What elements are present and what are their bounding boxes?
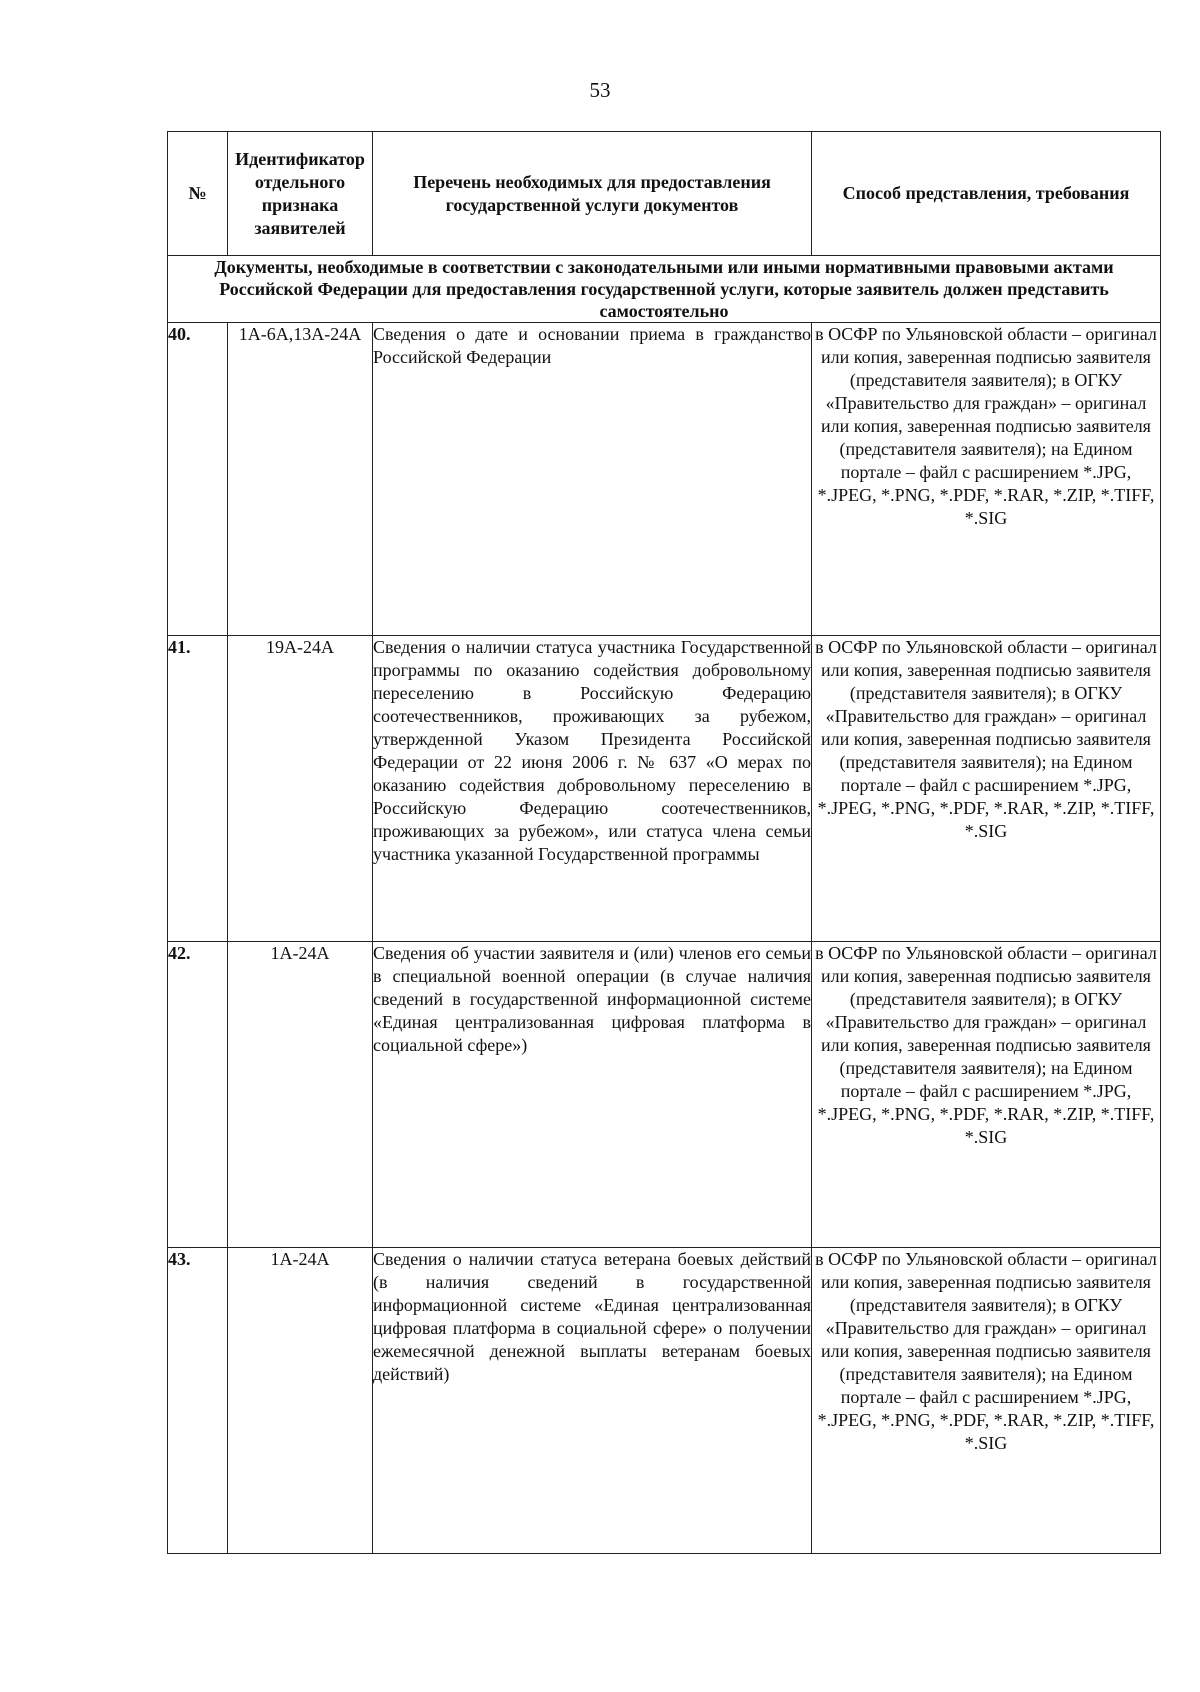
table-header-row [168,132,1161,256]
table-row [168,1248,1161,1554]
table-row [168,636,1161,942]
row-identifier: 1А-24А [228,942,373,1248]
row-documents: Сведения о дате и основании приема в гражданство Российской Федерации [373,323,812,636]
row-method: в ОСФР по Ульяновской области – оригинал или копия, заверенная подписью заявителя (представителя заявителя); в ОГКУ «Правительство для граждан» – оригинал или копия, заверенная подписью заявителя (представителя заявителя); на Едином портале – файл с расширением *.JPG, *.JPEG, *.PNG, *.PDF, *.RAR, *.ZIP, *.TIFF, *.SIG [812,942,1161,1248]
header-identifier: Идентификатор отдельного признака заявителей [228,132,373,256]
page-number: 53 [589,78,611,102]
section-row [168,256,1161,323]
header-documents: Перечень необходимых для предоставления государственной услуги документов [373,132,812,256]
row-identifier: 1А-6А,13А-24А [228,323,373,636]
section-title: Документы, необходимые в соответствии с законодательными или иными нормативными правовыми актами Российской Федерации для предоставления государственной услуги, которые заявитель должен представить самостоятельно [168,256,1161,323]
row-documents: Сведения о наличии статуса участника Государственной программы по оказанию содействия добровольному переселению в Российскую Федерацию соотечественников, проживающих за рубежом, утвержденной Указом Президента Российской Федерации от 22 июня 2006 г. № 637 «О мерах по оказанию содействия добровольному переселению в Российскую Федерацию соотечественников, проживающих за рубежом», или статуса члена семьи участника указанной Государственной программы [373,636,812,942]
row-num: 42. [168,942,228,1248]
row-num: 43. [168,1248,228,1554]
row-num: 40. [168,323,228,636]
documents-table [167,131,1161,1554]
row-identifier: 1А-24А [228,1248,373,1554]
row-identifier: 19А-24А [228,636,373,942]
header-num: № [168,132,228,256]
table-row [168,323,1161,636]
row-documents: Сведения об участии заявителя и (или) членов его семьи в специальной военной операции (в случае наличия сведений в государственной информационной системе «Единая централизованная цифровая платформа в социальной сфере») [373,942,812,1248]
row-method: в ОСФР по Ульяновской области – оригинал или копия, заверенная подписью заявителя (представителя заявителя); в ОГКУ «Правительство для граждан» – оригинал или копия, заверенная подписью заявителя (представителя заявителя); на Едином портале – файл с расширением *.JPG, *.JPEG, *.PNG, *.PDF, *.RAR, *.ZIP, *.TIFF, *.SIG [812,323,1161,636]
header-method: Способ представления, требования [812,132,1161,256]
row-documents: Сведения о наличии статуса ветерана боевых действий (в наличия сведений в государственной информационной системе «Единая централизованная цифровая платформа в социальной сфере» о получении ежемесячной денежной выплаты ветеранам боевых действий) [373,1248,812,1554]
table-row [168,942,1161,1248]
row-method: в ОСФР по Ульяновской области – оригинал или копия, заверенная подписью заявителя (представителя заявителя); в ОГКУ «Правительство для граждан» – оригинал или копия, заверенная подписью заявителя (представителя заявителя); на Едином портале – файл с расширением *.JPG, *.JPEG, *.PNG, *.PDF, *.RAR, *.ZIP, *.TIFF, *.SIG [812,1248,1161,1554]
row-method: в ОСФР по Ульяновской области – оригинал или копия, заверенная подписью заявителя (представителя заявителя); в ОГКУ «Правительство для граждан» – оригинал или копия, заверенная подписью заявителя (представителя заявителя); на Едином портале – файл с расширением *.JPG, *.JPEG, *.PNG, *.PDF, *.RAR, *.ZIP, *.TIFF, *.SIG [812,636,1161,942]
row-num: 41. [168,636,228,942]
